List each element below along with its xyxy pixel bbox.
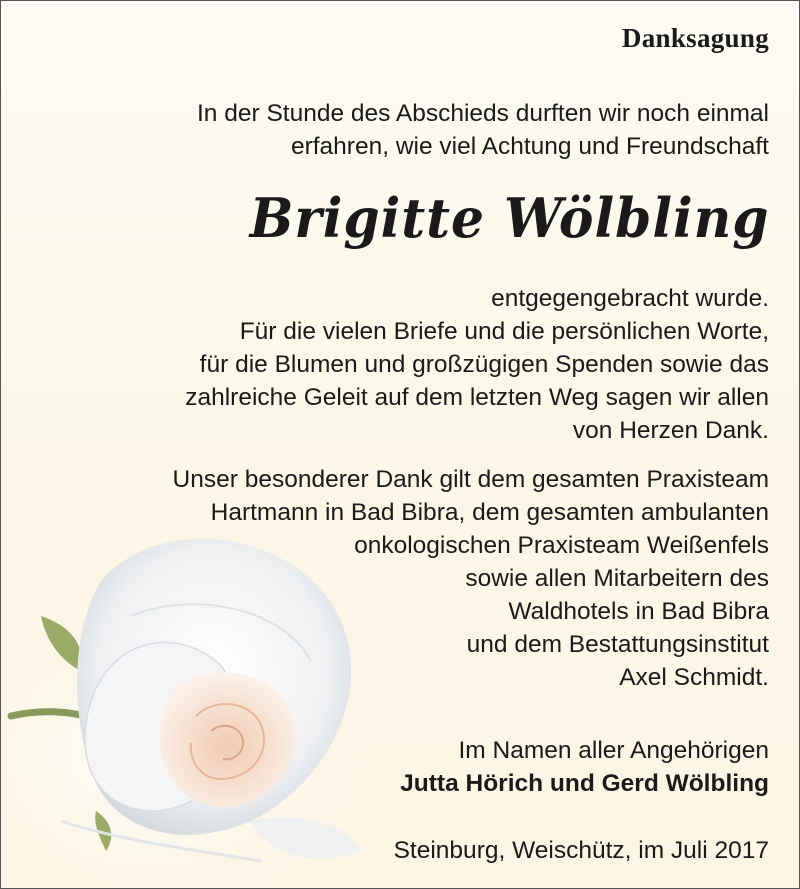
thanks-line: Für die vielen Briefe und die persönlichen Worte, [239, 318, 769, 345]
special-thanks-paragraph [173, 463, 769, 694]
thanks-line: von Herzen Dank. [572, 417, 769, 444]
special-thanks-line: und dem Bestattungsinstitut [466, 631, 769, 658]
thanks-line: für die Blumen und großzügigen Spenden sowie das [199, 351, 769, 378]
special-thanks-line: Axel Schmidt. [619, 664, 769, 691]
place-date: Steinburg, Weischütz, im Juli 2017 [393, 837, 769, 864]
thanks-line: entgegengebracht wurde. [491, 285, 769, 312]
thanks-line: zahlreiche Geleit auf dem letzten Weg sagen wir allen [185, 384, 769, 411]
special-thanks-line: Unser besonderer Dank gilt dem gesamten Praxisteam [172, 466, 769, 493]
closing-line: Im Namen aller Angehörigen [458, 737, 769, 764]
heading-danksagung: Danksagung [621, 23, 769, 53]
special-thanks-line: onkologischen Praxisteam Weißenfels [354, 532, 769, 559]
signers: Jutta Hörich und Gerd Wölbling [400, 770, 769, 797]
intro-paragraph [197, 97, 769, 163]
closing-block [400, 734, 769, 800]
deceased-name: Brigitte Wölbling [249, 186, 769, 250]
intro-line: In der Stunde des Abschieds durften wir noch einmal [196, 100, 769, 127]
intro-line: erfahren, wie viel Achtung und Freundschaft [290, 133, 769, 160]
special-thanks-line: sowie allen Mitarbeitern des [465, 565, 769, 592]
special-thanks-line: Waldhotels in Bad Bibra [508, 598, 769, 625]
thanks-paragraph [185, 282, 769, 447]
special-thanks-line: Hartmann in Bad Bibra, dem gesamten ambulanten [210, 499, 769, 526]
